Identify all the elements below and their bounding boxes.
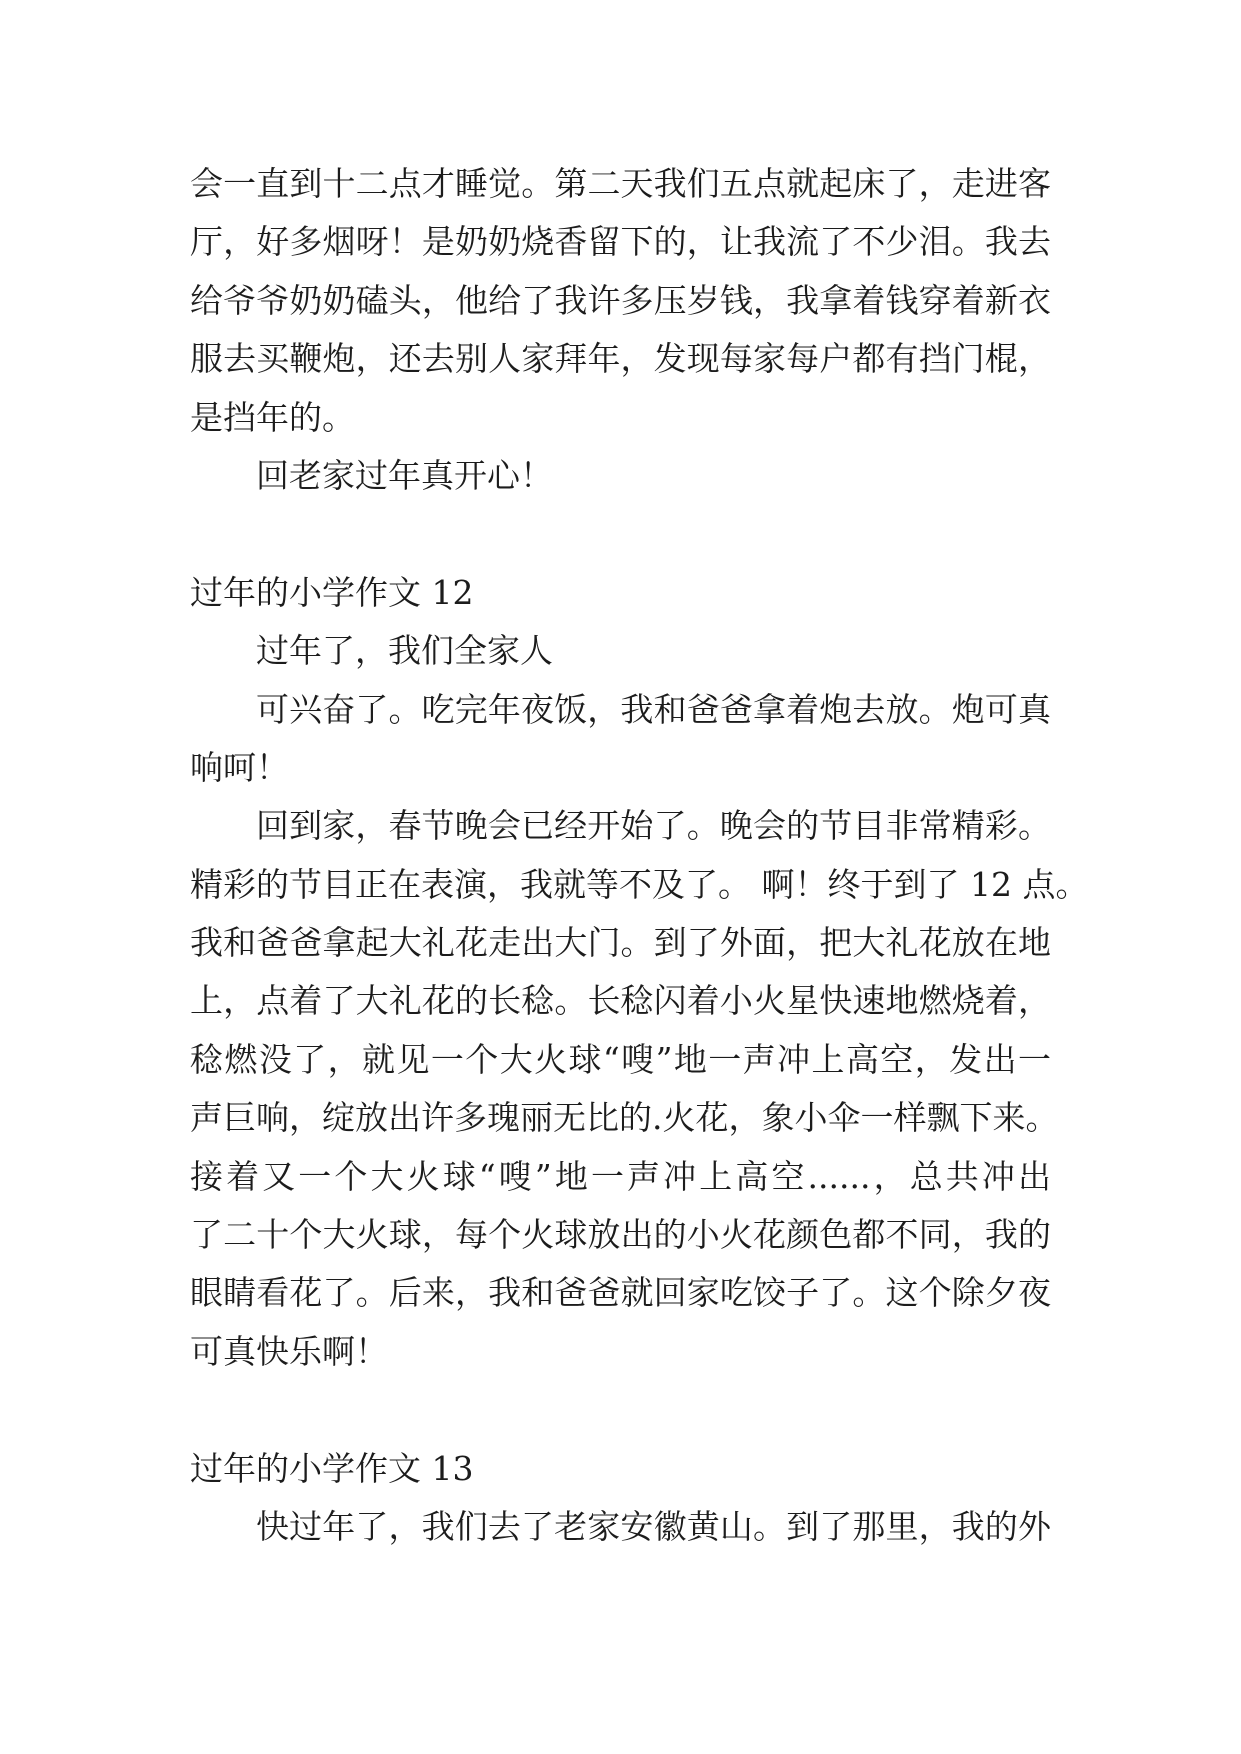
essay-title: 过年的小学作文 13 [190,1448,474,1488]
text-line: 会一直到十二点才睡觉。第二天我们五点就起床了，走进客 [190,164,1051,203]
text-line: 回老家过年真开心！ [256,455,553,495]
document-body [190,155,1089,1556]
text-line: 响呵！ [190,747,289,787]
text-line: 接着又一个大火球“嗖”地一声冲上高空......，总共冲出 [190,1156,1051,1196]
text-line: 可兴奋了。吃完年夜饭，我和爸爸拿着炮去放。炮可真 [256,689,1051,729]
essay-title: 过年的小学作文 12 [190,572,474,612]
text-line: 我和爸爸拿起大礼花走出大门。到了外面，把大礼花放在地 [190,923,1051,963]
text-line: 了二十个大火球，每个火球放出的小火花颜色都不同，我的 [190,1215,1051,1255]
text-line: 是挡年的。 [190,397,355,437]
text-line: 上，点着了大礼花的长稔。长稔闪着小火星快速地燃烧着， [190,981,1051,1021]
text-line: 过年了，我们全家人 [256,631,553,671]
text-line: 服去买鞭炮，还去别人家拜年，发现每家每户都有挡门棍， [190,339,1051,379]
paragraph [190,622,1051,680]
text-line: 稔燃没了，就见一个大火球“嗖”地一声冲上高空，发出一 [190,1039,1051,1079]
text-line: 快过年了，我们去了老家安徽黄山。到了那里，我的外 [256,1506,1051,1546]
text-line: 厅，好多烟呀！是奶奶烧香留下的，让我流了不少泪。我去 [190,222,1051,262]
text-line: 给爷爷奶奶磕头，他给了我许多压岁钱，我拿着钱穿着新衣 [190,280,1051,320]
text-line: 眼睛看花了。后来，我和爸爸就回家吃饺子了。这个除夕夜 [190,1273,1051,1313]
text-line: 精彩的节目正在表演，我就等不及了。 啊！终于到了 12 点。 [190,864,1089,904]
blank-line [190,1381,1051,1439]
text-line: 回到家，春节晚会已经开始了。晚会的节目非常精彩。 [256,806,1051,846]
intro-paragraph [190,155,1051,447]
paragraph [190,1498,1051,1556]
text-line: 可真快乐啊！ [190,1331,388,1371]
text-line: 声巨响，绽放出许多瑰丽无比的.火花，象小伞一样飘下来。 [190,1098,1059,1138]
blank-line [190,505,1051,563]
closing-paragraph [190,447,1051,505]
paragraph [190,797,1089,1381]
paragraph [190,681,1051,798]
